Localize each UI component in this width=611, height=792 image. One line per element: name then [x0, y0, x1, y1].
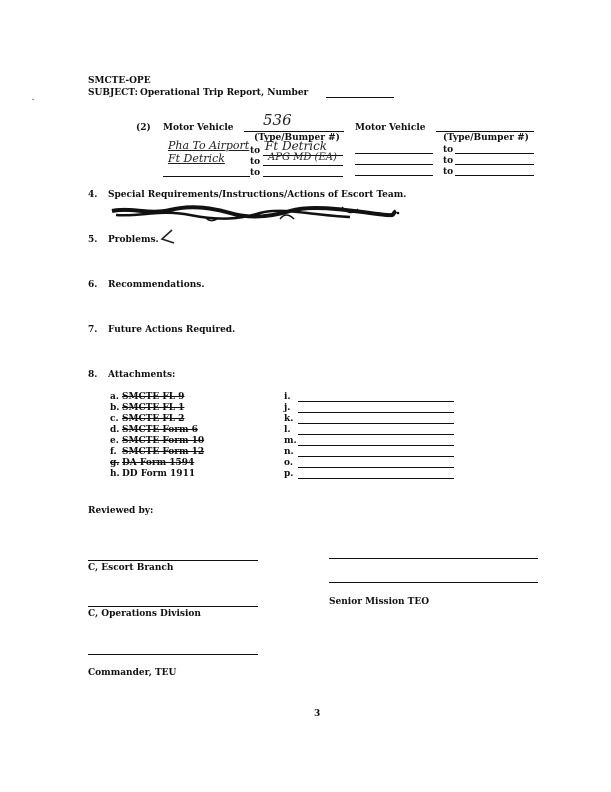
- section-6-number: 6.: [88, 280, 98, 290]
- escort-branch-label: C, Escort Branch: [88, 563, 174, 573]
- section-4-number: 4.: [88, 190, 98, 200]
- right-to-2: to: [443, 156, 454, 166]
- right-dest-line-3: [455, 175, 534, 176]
- attachment-blank-line: [298, 434, 454, 435]
- route-line-3: [263, 176, 343, 177]
- attachment-item: SMCTE FL 9: [122, 392, 185, 402]
- attachment-letter-right: j.: [284, 403, 291, 413]
- signature-line-senior-2: [329, 582, 538, 583]
- vehicle-item-number: (2): [136, 123, 151, 133]
- motor-vehicle-left-line: [244, 131, 344, 132]
- office-symbol: SMCTE-OPE: [88, 76, 151, 86]
- route-from-line-3: [163, 176, 250, 177]
- signature-line-senior-1: [329, 558, 538, 559]
- route-dest-1: Ft Detrick: [265, 139, 328, 153]
- route-to-3: to: [250, 168, 261, 178]
- attachment-letter: g.: [110, 458, 120, 468]
- section-7-label: Future Actions Required.: [108, 325, 236, 335]
- attachment-letter: f.: [110, 447, 117, 457]
- route-to-2: to: [250, 157, 261, 167]
- attachment-blank-line: [298, 456, 454, 457]
- attachment-item: SMCTE Form 12: [122, 447, 205, 457]
- page-number: 3: [314, 709, 321, 719]
- right-from-line-2: [355, 164, 433, 165]
- attachment-item: DA Form 1594: [122, 458, 195, 468]
- right-from-line-1: [355, 153, 433, 154]
- motor-vehicle-right-line: [436, 131, 534, 132]
- report-number-line: [326, 97, 394, 98]
- section-6-label: Recommendations.: [108, 280, 205, 290]
- attachment-letter-right: n.: [284, 447, 294, 457]
- senior-mission-label: Senior Mission TEO: [329, 597, 430, 607]
- attachment-letter-right: l.: [284, 425, 291, 435]
- attachment-letter-right: m.: [284, 436, 297, 446]
- attachment-item: SMCTE Form 6: [122, 425, 198, 435]
- attachment-item: SMCTE FL 2: [122, 414, 185, 424]
- motor-vehicle-right-type: (Type/Bumper #): [443, 133, 529, 143]
- route-from-1: Pha To Airport: [168, 139, 250, 152]
- attachment-letter: a.: [110, 392, 119, 402]
- section-4-label: Special Requirements/Instructions/Actions of Escort Team.: [108, 190, 407, 200]
- signature-line-commander: [88, 654, 258, 655]
- section-5-label: Problems.: [108, 235, 159, 245]
- attachment-letter: b.: [110, 403, 120, 413]
- motor-vehicle-left-label: Motor Vehicle: [163, 123, 234, 133]
- handwritten-mark: [158, 228, 178, 246]
- attachment-blank-line: [298, 467, 454, 468]
- attachment-letter-right: k.: [284, 414, 294, 424]
- subject-text: Operational Trip Report, Number: [140, 88, 309, 98]
- redacted-handwriting: [110, 203, 400, 223]
- right-dest-line-2: [455, 164, 534, 165]
- subject-label: SUBJECT:: [88, 88, 138, 98]
- stray-mark: .: [32, 95, 35, 102]
- route-to-1: to: [250, 146, 261, 156]
- attachment-item: SMCTE FL 1: [122, 403, 185, 413]
- attachment-blank-line: [298, 401, 454, 402]
- attachment-blank-line: [298, 478, 454, 479]
- motor-vehicle-right-label: Motor Vehicle: [355, 123, 426, 133]
- motor-vehicle-left-type: (Type/Bumper #): [254, 133, 340, 143]
- attachment-letter: c.: [110, 414, 119, 424]
- right-to-3: to: [443, 167, 454, 177]
- signature-line-operations: [88, 606, 258, 607]
- route-from-2: Ft Detrick: [168, 152, 225, 165]
- motor-vehicle-left-value: 536: [263, 111, 292, 129]
- section-5-number: 5.: [88, 235, 98, 245]
- section-8-number: 8.: [88, 370, 98, 380]
- attachment-item: SMCTE Form 10: [122, 436, 205, 446]
- right-dest-line-1: [455, 153, 534, 154]
- route-line-2: [263, 165, 343, 166]
- attachment-letter-right: i.: [284, 392, 291, 402]
- operations-division-label: C, Operations Division: [88, 609, 201, 619]
- section-7-number: 7.: [88, 325, 98, 335]
- section-8-label: Attachments:: [108, 370, 176, 380]
- commander-label: Commander, TEU: [88, 668, 177, 678]
- right-to-1: to: [443, 145, 454, 155]
- attachment-letter-right: p.: [284, 469, 294, 479]
- route-dest-2: APG MD (EA): [268, 152, 337, 163]
- attachment-blank-line: [298, 412, 454, 413]
- attachment-blank-line: [298, 423, 454, 424]
- attachment-item: DD Form 1911: [122, 469, 196, 479]
- attachment-letter-right: o.: [284, 458, 293, 468]
- right-from-line-3: [355, 175, 433, 176]
- attachment-letter: e.: [110, 436, 119, 446]
- attachment-blank-line: [298, 445, 454, 446]
- signature-line-escort: [88, 560, 258, 561]
- reviewed-by-label: Reviewed by:: [88, 506, 154, 516]
- attachment-letter: h.: [110, 469, 120, 479]
- attachment-letter: d.: [110, 425, 120, 435]
